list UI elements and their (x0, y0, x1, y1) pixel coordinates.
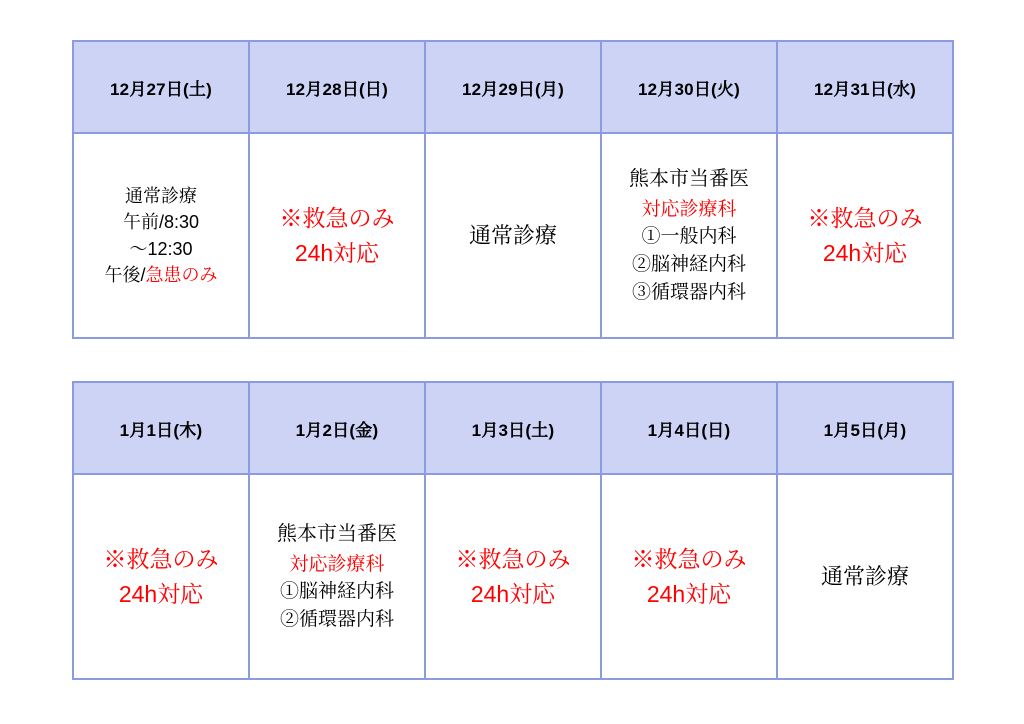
cell-line: ※救急のみ (807, 205, 923, 231)
cell-content-w2-3 (602, 475, 776, 678)
date-header: 12月30日(火) (601, 41, 777, 133)
cell-line-black-part: 午後/ (104, 264, 146, 285)
cell-line: 〜12:30 (129, 238, 193, 259)
cell-line: ※救急のみ (455, 546, 571, 572)
cell-content-w1-3 (602, 134, 776, 337)
date-header: 12月27日(土) (73, 41, 249, 133)
schedule-cell (249, 133, 425, 338)
date-header: 12月29日(月) (425, 41, 601, 133)
schedule-table-week2 (72, 381, 954, 680)
date-header: 1月2日(金) (249, 382, 425, 474)
cell-line: 24h対応 (822, 239, 908, 266)
cell-content-w1-2 (426, 134, 600, 337)
cell-line: 通常診療 (125, 186, 197, 207)
cell-line: 24h対応 (118, 580, 204, 607)
schedule-cell (777, 133, 953, 338)
table-row (73, 133, 953, 338)
cell-line: ①脳神経内科 (279, 581, 394, 603)
table-header-row (73, 41, 953, 133)
cell-line: 熊本市当番医 (277, 522, 397, 545)
schedule-cell (425, 474, 601, 679)
cell-line: ※救急のみ (279, 205, 395, 231)
cell-line: 午前/8:30 (122, 212, 200, 233)
date-header: 1月3日(土) (425, 382, 601, 474)
schedule-cell (777, 474, 953, 679)
schedule-cell (425, 133, 601, 338)
date-header: 12月28日(日) (249, 41, 425, 133)
cell-line: ②脳神経内科 (631, 254, 746, 275)
table-row (73, 474, 953, 679)
cell-line: ①一般内科 (641, 226, 737, 248)
cell-content-w2-2 (426, 475, 600, 678)
cell-line: 通常診療 (820, 563, 909, 589)
schedule-cell (73, 133, 249, 338)
date-header: 1月1日(木) (73, 382, 249, 474)
cell-line: ※救急のみ (631, 546, 747, 572)
cell-line (104, 262, 217, 288)
cell-line: ②循環器内科 (279, 608, 394, 630)
schedule-cell (73, 474, 249, 679)
cell-content-w1-0 (74, 134, 248, 337)
cell-content-w1-1 (250, 134, 424, 337)
cell-line: 24h対応 (470, 580, 556, 607)
date-header: 1月5日(月) (777, 382, 953, 474)
cell-line: 通常診療 (468, 222, 557, 248)
cell-content-w2-1 (250, 475, 424, 678)
cell-content-w1-4 (778, 134, 952, 337)
date-header: 12月31日(水) (777, 41, 953, 133)
cell-line: 24h対応 (646, 580, 732, 607)
cell-line: 24h対応 (294, 239, 380, 266)
cell-line: ③循環器内科 (631, 281, 746, 303)
table-header-row (73, 382, 953, 474)
cell-content-w2-0 (74, 475, 248, 678)
schedule-cell (601, 133, 777, 338)
cell-line: 熊本市当番医 (629, 167, 749, 190)
schedule-cell (249, 474, 425, 679)
schedule-cell (601, 474, 777, 679)
cell-line: ※救急のみ (103, 546, 219, 572)
cell-line: 対応診療科 (289, 553, 385, 575)
date-header: 1月4日(日) (601, 382, 777, 474)
cell-content-w2-4 (778, 475, 952, 678)
schedule-table-week1 (72, 40, 954, 339)
cell-line-red-part: 急患のみ (145, 264, 218, 285)
cell-line: 対応診療科 (641, 198, 737, 220)
